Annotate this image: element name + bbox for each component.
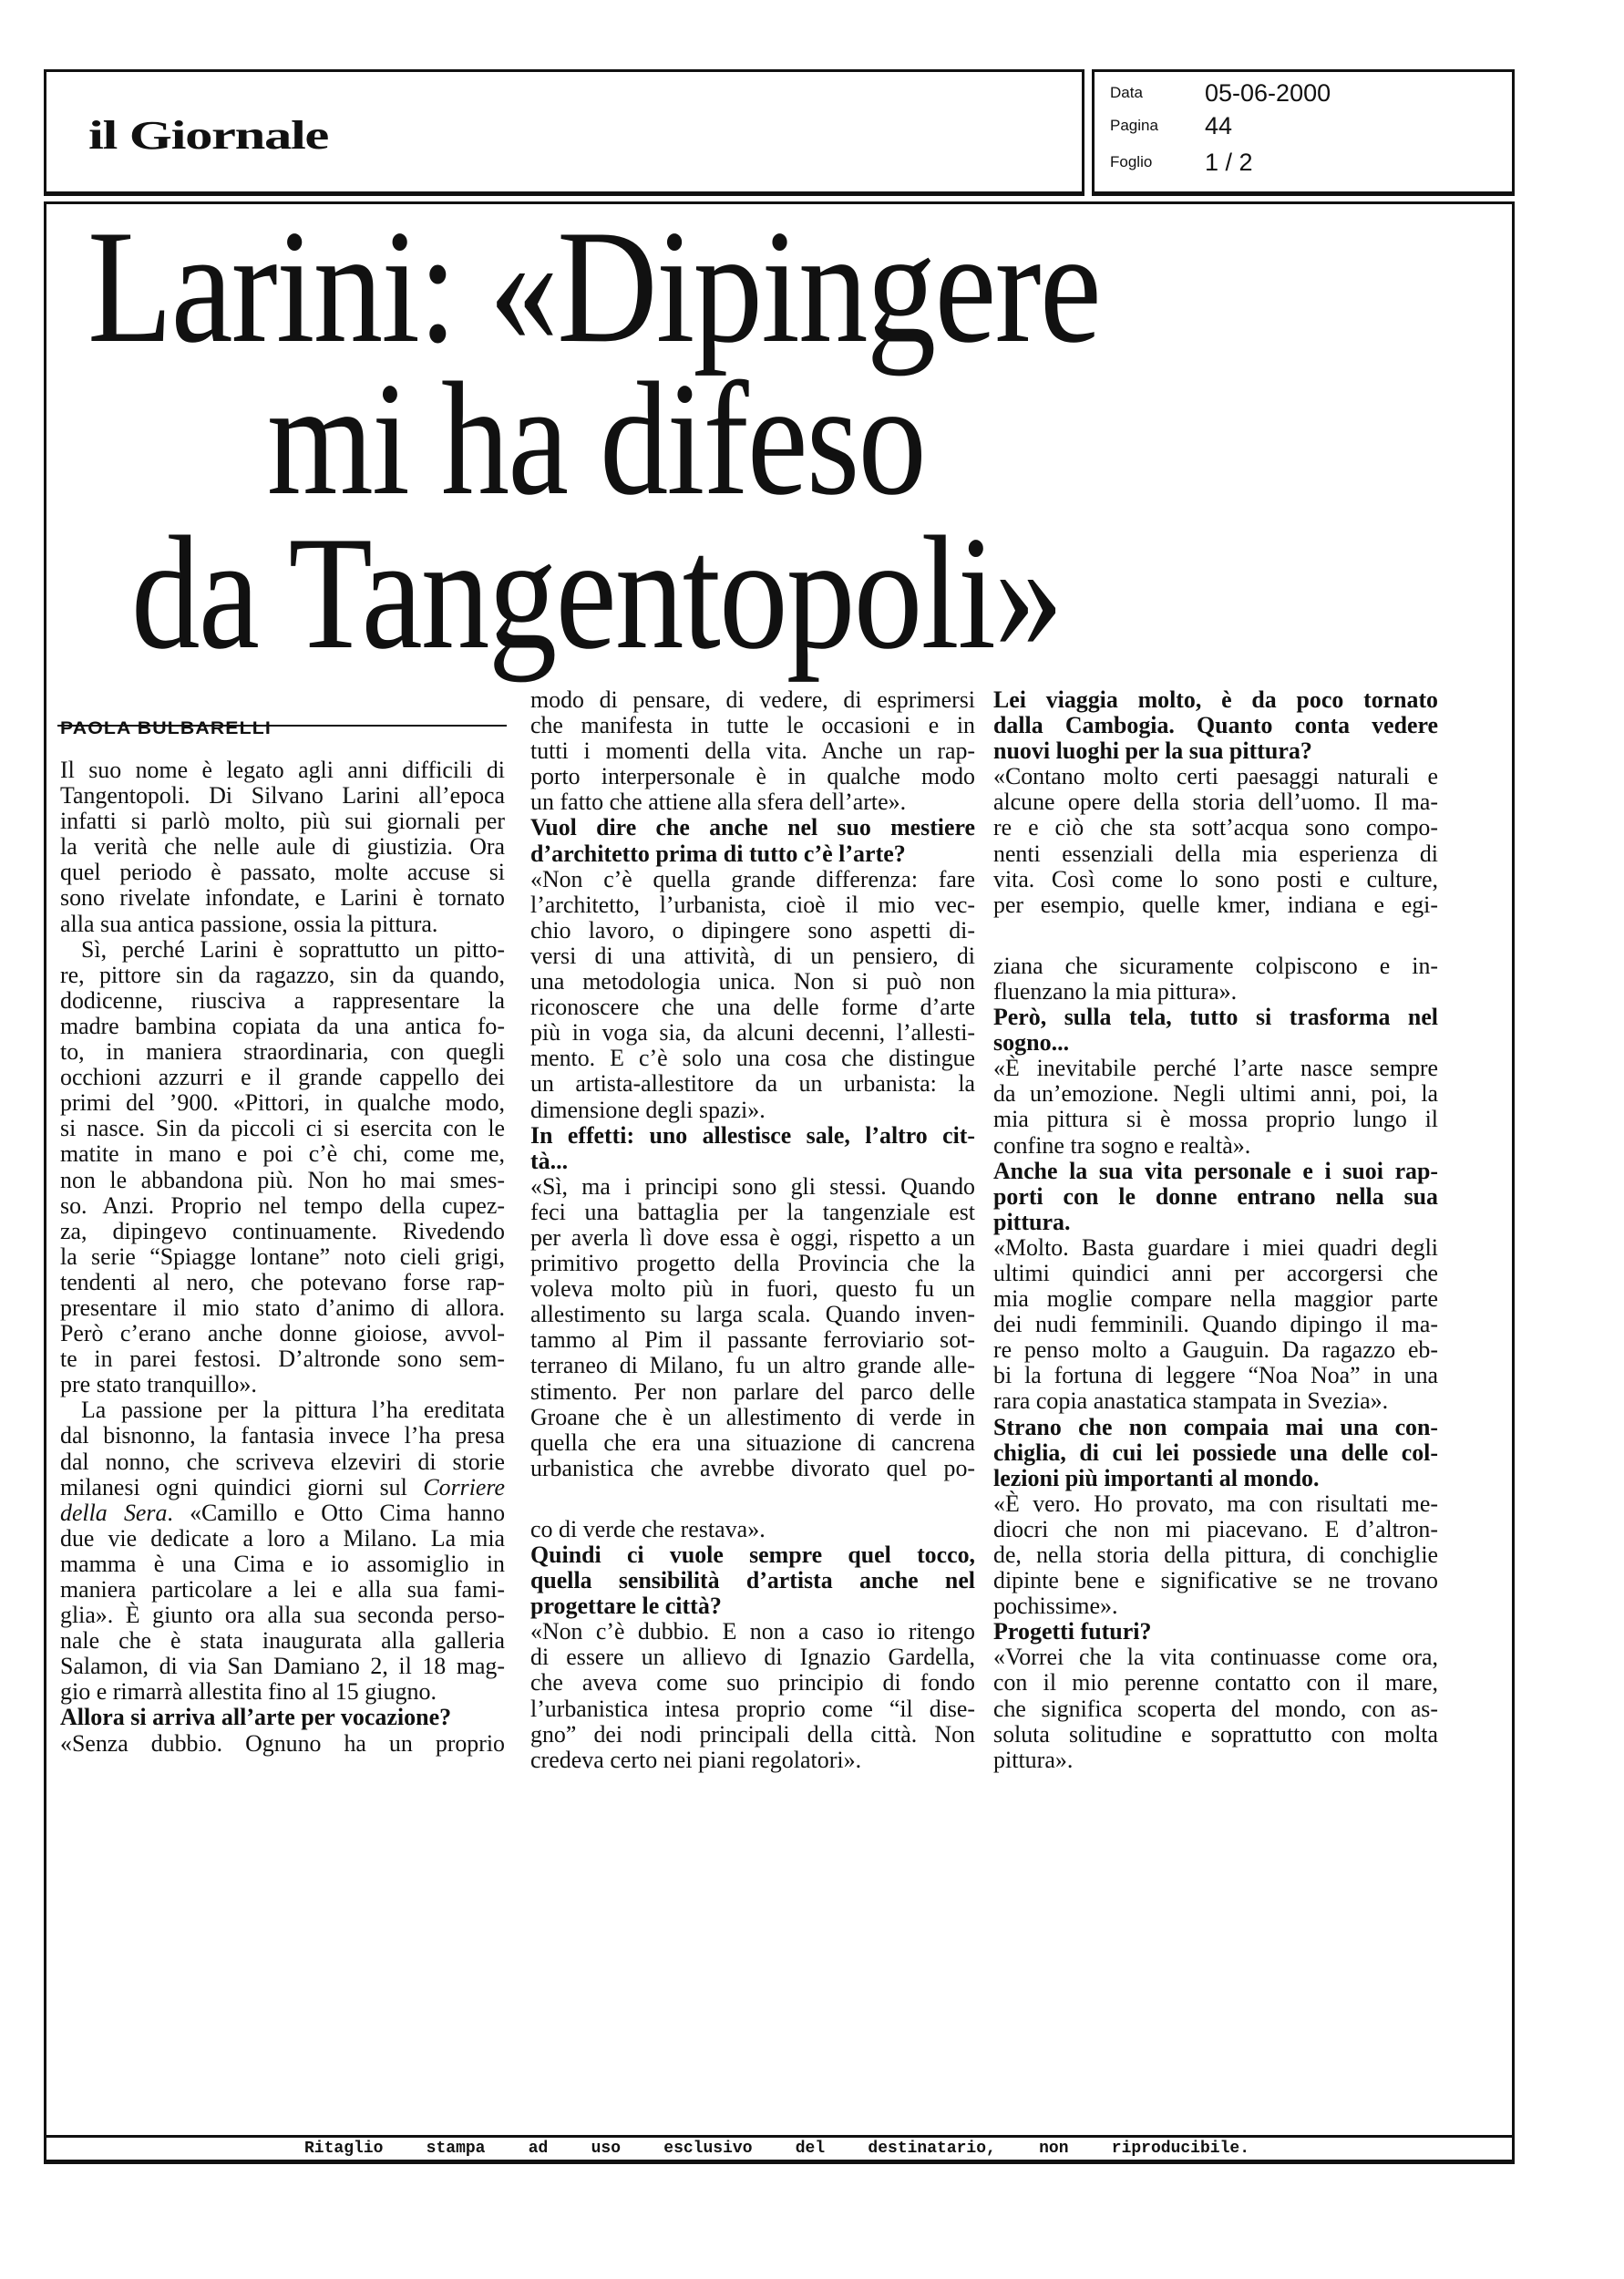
text-line: [993, 1081, 1438, 1107]
text-line: [60, 1141, 505, 1167]
text-segment: Strano che non compaia mai una con-: [993, 1413, 1438, 1440]
text-line: [530, 789, 975, 815]
text-line: [60, 860, 505, 885]
text-line: [530, 764, 975, 789]
interview-question: [993, 1159, 1438, 1235]
text-segment: quella sensibilità d’artista anche nel: [530, 1567, 975, 1594]
text-segment: un fatto che attiene alla sfera dell’arte».: [530, 789, 907, 816]
text-segment: porti con le donne entrano nella sua: [993, 1182, 1438, 1210]
text-segment: za, dipingevo continuamente. Rivedendo: [60, 1217, 505, 1244]
text-segment: diocri che non mi piacevano. E d’altron-: [993, 1515, 1438, 1542]
text-line: [993, 1415, 1438, 1440]
text-segment: La passione per la pittura l’ha ereditata: [81, 1397, 505, 1424]
text-line: [530, 892, 975, 918]
text-segment: porto interpersonale è in qualche modo: [530, 763, 975, 790]
text-line: [60, 1628, 505, 1654]
text-line: [60, 1423, 505, 1449]
text-line: [993, 1440, 1438, 1466]
text-segment: dodicenne, riusciva a rappresentare la: [60, 986, 505, 1014]
text-line: [60, 1244, 505, 1270]
italic-text: della Sera: [60, 1499, 168, 1526]
text-line: [993, 1619, 1438, 1645]
text-line: [530, 1430, 975, 1456]
text-line: [530, 1379, 975, 1405]
text-segment: fluenzano la mia pittura».: [993, 977, 1238, 1005]
text-line: [530, 1046, 975, 1071]
paragraph: [60, 758, 505, 937]
text-segment: Vuol dire che anche nel suo mestiere: [530, 814, 975, 841]
interview-question: [530, 815, 975, 866]
text-line: [993, 1005, 1438, 1030]
article-column-2: [530, 687, 975, 1773]
text-segment: soluta solitudine e soprattutto con molta: [993, 1720, 1438, 1748]
text-line: [993, 764, 1438, 789]
text-segment: «Vorrei che la vita continuasse come ora,: [993, 1644, 1438, 1671]
text-segment: . «Camillo e Otto Cima hanno: [167, 1499, 506, 1526]
paragraph: [993, 1491, 1438, 1619]
text-segment: gno” dei nodi principali della città. Non: [530, 1720, 975, 1748]
text-line: [530, 1327, 975, 1353]
text-segment: per esempio, quelle kmer, indiana e egi-: [993, 891, 1438, 918]
interview-question: [530, 1542, 975, 1619]
text-segment: pittura.: [993, 1208, 1071, 1235]
italic-text: Corriere: [423, 1473, 505, 1500]
text-segment: di essere un allievo di Ignazio Gardella,: [530, 1644, 975, 1671]
text-segment: nuovi luoghi per la sua pittura?: [993, 737, 1312, 765]
text-line: [530, 1405, 975, 1430]
text-line: [60, 937, 505, 963]
text-line: [60, 1552, 505, 1577]
text-segment: «Non c’è quella grande differenza: fare: [530, 865, 975, 892]
paragraph: [993, 954, 1438, 1005]
text-line: [530, 1670, 975, 1696]
text-line: [993, 713, 1438, 738]
text-line: [993, 1748, 1438, 1773]
paragraph: [530, 1619, 975, 1773]
text-segment: con il mio perenne contatto con il mare,: [993, 1669, 1438, 1696]
text-segment: Però, sulla tela, tutto si trasforma nel: [993, 1004, 1438, 1031]
text-line: [993, 954, 1438, 979]
text-segment: de, nella storia della pittura, di conchiglie: [993, 1542, 1438, 1568]
text-line: [60, 1705, 505, 1730]
text-segment: pochissime».: [993, 1593, 1118, 1620]
text-segment: lezioni più importanti al mondo.: [993, 1464, 1320, 1491]
text-segment: infatti si parlò molto, più sui giornali per: [60, 808, 505, 835]
text-segment: dimensione degli spazi».: [530, 1096, 766, 1123]
interview-question: [993, 687, 1438, 764]
text-segment: l’urbanistica intesa proprio come “il dise-: [530, 1695, 975, 1722]
text-segment: vita. Così come lo sono posti e culture,: [993, 865, 1438, 892]
text-line: [60, 988, 505, 1014]
text-segment: «È vero. Ho provato, ma con risultati me-: [993, 1490, 1438, 1517]
text-line: [60, 1065, 505, 1090]
text-segment: mia pittura si è mossa proprio lungo il: [993, 1106, 1438, 1133]
text-segment: te in parei festosi. D’altronde sono sem-: [60, 1346, 505, 1373]
text-line: [60, 1219, 505, 1244]
paragraph: [60, 1731, 505, 1757]
text-segment: co di verde che restava».: [530, 1515, 766, 1542]
text-line: [530, 1619, 975, 1645]
text-line: [993, 687, 1438, 713]
text-line: [993, 1235, 1438, 1261]
paragraph: [60, 937, 505, 1398]
text-segment: una metodologia unica. Non si può non: [530, 968, 975, 995]
text-segment: «Senza dubbio. Ognuno ha un proprio: [60, 1729, 505, 1757]
text-segment: chio lavoro, o dipingere sono aspetti di-: [530, 916, 975, 944]
text-segment: dal nonno, che scriveva elzeviri di storie: [60, 1448, 505, 1475]
text-segment: nenti essenziali della mia esperienza di: [993, 840, 1438, 867]
text-line: [993, 1696, 1438, 1722]
text-line: [993, 1388, 1438, 1414]
text-segment: bi la fortuna di leggere “Noa Noa” in una: [993, 1362, 1438, 1389]
text-segment: pittura».: [993, 1746, 1074, 1773]
text-line: [993, 1261, 1438, 1286]
text-line: [60, 1116, 505, 1141]
text-segment: modo di pensare, di vedere, di esprimersi: [530, 686, 975, 713]
text-line: [60, 1603, 505, 1628]
text-segment: nale che è stata inaugurata alla galleria: [60, 1627, 505, 1655]
text-segment: matite in mano e poi c’è chi, come me,: [60, 1140, 505, 1168]
text-segment: Salamon, di via San Damiano 2, il 18 mag-: [60, 1653, 505, 1680]
text-line: [993, 1184, 1438, 1210]
text-line: [530, 969, 975, 995]
text-segment: Groane che è un allestimento di verde in: [530, 1403, 975, 1430]
text-line: [530, 995, 975, 1020]
text-segment: sogno...: [993, 1029, 1070, 1057]
text-segment: gio e rimarrà allestita fino al 15 giugno.: [60, 1678, 437, 1706]
text-segment: per averla lì dove essa è oggi, rispetto a un: [530, 1223, 975, 1251]
text-segment: re, pittore sin da ragazzo, sin da quando,: [60, 961, 505, 988]
paragraph: [993, 1235, 1438, 1415]
text-line: [530, 687, 975, 713]
text-segment: glia». È giunto ora alla sua seconda perso-: [60, 1602, 505, 1629]
paragraph: [530, 1517, 975, 1542]
paragraph: [993, 1645, 1438, 1772]
text-line: [530, 1020, 975, 1046]
text-segment: quella che era una situazione di cancrena: [530, 1428, 975, 1456]
text-segment: la serie “Spiagge lontane” noto cieli grigi,: [60, 1243, 505, 1270]
text-segment: madre bambina copiata da una antica fo-: [60, 1012, 505, 1039]
text-segment: dei nudi femminili. Quando dipingo il ma-: [993, 1311, 1438, 1338]
text-segment: allestimento su larga scala. Quando inven-: [530, 1301, 975, 1328]
date-label: Data: [1110, 84, 1143, 101]
text-segment: feci una battaglia per la tangenziale est: [530, 1198, 975, 1225]
text-line: [530, 1568, 975, 1593]
interview-question: [993, 1005, 1438, 1056]
interview-question: [993, 1619, 1438, 1645]
text-segment: un artista-allestitore da un urbanista: la: [530, 1070, 975, 1098]
text-line: [993, 1107, 1438, 1132]
text-segment: d’architetto prima di tutto c’è l’arte?: [530, 840, 906, 867]
text-line: [993, 1056, 1438, 1081]
text-segment: «Molto. Basta guardare i miei quadri degli: [993, 1233, 1438, 1261]
text-line: [530, 1149, 975, 1174]
text-line: [530, 1542, 975, 1568]
text-segment: Però c’erano anche donne gioiose, avvol-: [60, 1320, 505, 1347]
text-line: [993, 979, 1438, 1005]
text-line: [993, 1517, 1438, 1542]
headline-line: da Tangentopoli»: [131, 502, 1062, 683]
text-segment: due vie dedicate a loro a Milano. La mia: [60, 1524, 505, 1552]
text-line: [530, 1098, 975, 1123]
text-segment: che aveva come suo principio di fondo: [530, 1669, 975, 1696]
text-segment: occhioni azzurri e il grande cappello dei: [60, 1064, 505, 1091]
text-segment: milanesi ogni quindici giorni sul: [60, 1473, 424, 1500]
text-segment: alcune opere della storia dell’uomo. Il ma-: [993, 789, 1438, 816]
paragraph: [530, 1174, 975, 1481]
text-segment: la verità che nelle aule di giustizia. Ora: [60, 833, 505, 861]
text-line: [60, 758, 505, 783]
paragraph: [530, 867, 975, 1123]
text-segment: In effetti: uno allestisce sale, l’altro cit-: [530, 1121, 975, 1149]
text-line: [60, 1193, 505, 1219]
text-line: [60, 1654, 505, 1679]
text-line: [993, 1159, 1438, 1184]
text-line: [60, 834, 505, 860]
text-segment: to, in maniera straordinaria, con quegli: [60, 1038, 505, 1066]
text-segment: dal bisnonno, la fantasia invece l’ha presa: [60, 1422, 505, 1449]
text-line: [60, 912, 505, 937]
article-column-3: [993, 687, 1438, 1773]
sheet-label: Foglio: [1110, 153, 1153, 170]
text-segment: stimento. Per non parlare del parco delle: [530, 1377, 975, 1405]
text-segment: più in voga sia, da alcuni decenni, l’allesti-: [530, 1019, 975, 1047]
text-segment: chiglia, di cui lei possiede una delle col-: [993, 1439, 1438, 1466]
text-line: [60, 809, 505, 834]
interview-question: [60, 1705, 505, 1730]
article-column-1: [60, 758, 505, 1757]
text-line: [993, 1670, 1438, 1696]
text-line: [60, 1090, 505, 1116]
paragraph: [530, 687, 975, 815]
text-segment: voleva molto più in fuori, questo fu un: [530, 1275, 975, 1303]
text-line: [530, 918, 975, 944]
text-line: [530, 867, 975, 892]
text-line: [60, 1449, 505, 1475]
text-segment: versi di una attività, di un pensiero, di: [530, 942, 975, 969]
text-line: [60, 1168, 505, 1193]
text-line: [993, 1363, 1438, 1388]
text-line: [60, 1039, 505, 1065]
text-segment: dipinte bene e significative se ne trovano: [993, 1567, 1438, 1594]
text-line: [530, 1696, 975, 1722]
text-line: [993, 1491, 1438, 1517]
text-line: [993, 1312, 1438, 1337]
interview-question: [530, 1123, 975, 1174]
text-segment: so. Anzi. Proprio nel tempo della cupez-: [60, 1191, 505, 1219]
text-line: [60, 885, 505, 911]
text-segment: urbanistica che avrebbe divorato quel po-: [530, 1454, 975, 1481]
text-line: [993, 841, 1438, 867]
text-segment: dalla Cambogia. Quanto conta vedere: [993, 712, 1438, 739]
text-line: [993, 1466, 1438, 1491]
text-line: [530, 1123, 975, 1149]
text-segment: tutti i momenti della vita. Anche un rap-: [530, 737, 975, 765]
text-line: [60, 1372, 505, 1397]
text-segment: Allora si arriva all’arte per vocazione?: [60, 1704, 452, 1731]
copyright-notice: Ritaglio stampa ad uso esclusivo del destinatario, non riproducibile.: [304, 2140, 1249, 2158]
page-label: Pagina: [1110, 117, 1158, 134]
text-line: [60, 783, 505, 809]
text-line: [530, 1276, 975, 1302]
text-segment: primitivo progetto della Provincia che la: [530, 1250, 975, 1277]
text-line: [993, 867, 1438, 892]
author-byline: PAOLA BULBARELLI: [60, 719, 272, 738]
text-line: [530, 1645, 975, 1670]
text-line: [530, 1302, 975, 1327]
text-line: [993, 1645, 1438, 1670]
text-segment: re penso molto a Gauguin. Da ragazzo eb-: [993, 1336, 1438, 1364]
text-segment: l’architetto, l’urbanista, cioè il mio vec-: [530, 891, 975, 918]
text-segment: Lei viaggia molto, è da poco tornato: [993, 686, 1438, 713]
text-segment: credeva certo nei piani regolatori».: [530, 1746, 862, 1773]
text-segment: da un’emozione. Negli ultimi anni, poi, la: [993, 1080, 1438, 1108]
text-line: [993, 1593, 1438, 1619]
text-segment: «Contano molto certi paesaggi naturali e: [993, 763, 1438, 790]
text-segment: «Sì, ma i principi sono gli stessi. Quando: [530, 1172, 975, 1200]
date-value: 05-06-2000: [1205, 79, 1331, 107]
newspaper-logo: il Giornale: [88, 113, 328, 158]
text-line: [530, 1225, 975, 1251]
paragraph: [993, 764, 1438, 918]
text-segment: maniera particolare a lei e alla sua fami-: [60, 1576, 505, 1603]
text-line: [530, 1722, 975, 1748]
text-line: [993, 1133, 1438, 1159]
text-line: [530, 1174, 975, 1200]
text-segment: Progetti futuri?: [993, 1618, 1152, 1645]
text-line: [530, 1748, 975, 1773]
sheet-value: 1 / 2: [1205, 149, 1253, 176]
text-segment: alla sua antica passione, ossia la pittura.: [60, 910, 438, 937]
text-segment: «Non c’è dubbio. E non a caso io ritengo: [530, 1618, 975, 1645]
text-line: [530, 944, 975, 969]
text-line: [530, 1251, 975, 1276]
text-segment: tendenti al nero, che potevano forse rap-: [60, 1268, 505, 1295]
text-segment: riconoscere che una delle forme d’arte: [530, 994, 975, 1021]
text-line: [993, 1722, 1438, 1748]
paragraph: [993, 1056, 1438, 1158]
text-line: [530, 1517, 975, 1542]
text-line: [530, 738, 975, 764]
text-segment: Sì, perché Larini è soprattutto un pitto-: [81, 935, 505, 963]
text-line: [530, 1200, 975, 1225]
text-line: [530, 1593, 975, 1619]
text-segment: tammo al Pim il passante ferroviario sot-: [530, 1326, 975, 1354]
text-segment: che manifesta in tutte le occasioni e in: [530, 712, 975, 739]
text-segment: che significa scoperta del mondo, con as-: [993, 1695, 1438, 1722]
text-segment: mia moglie compare nella maggior parte: [993, 1285, 1438, 1313]
text-line: [993, 738, 1438, 764]
text-segment: Quindi ci vuole sempre quel tocco,: [530, 1542, 975, 1568]
text-segment: ultimi quindici anni per accorgersi che: [993, 1259, 1438, 1286]
text-segment: primi del ’900. «Pittori, in qualche modo,: [60, 1089, 505, 1117]
text-segment: si nasce. Sin da piccoli ci si esercita con le: [60, 1115, 505, 1142]
text-line: [530, 1071, 975, 1097]
text-line: [60, 1346, 505, 1372]
text-line: [60, 1731, 505, 1757]
text-segment: quel periodo è passato, molte accuse si: [60, 859, 505, 886]
text-line: [60, 1397, 505, 1423]
text-line: [60, 1475, 505, 1500]
text-line: [60, 1500, 505, 1526]
text-line: [993, 1210, 1438, 1235]
text-line: [530, 1456, 975, 1481]
text-segment: progettare le città?: [530, 1593, 722, 1620]
interview-question: [993, 1415, 1438, 1491]
text-line: [530, 713, 975, 738]
text-segment: ziana che sicuramente colpiscono e in-: [993, 952, 1438, 979]
text-segment: «È inevitabile perché l’arte nasce sempre: [993, 1055, 1438, 1082]
headline-line: Larini: «Dipingere: [87, 196, 1100, 376]
text-segment: sono rivelate infondate, e Larini è tornato: [60, 884, 505, 912]
paragraph: [60, 1397, 505, 1705]
text-segment: non le abbandona più. Non ho mai smes-: [60, 1166, 505, 1193]
text-line: [530, 841, 975, 867]
text-line: [60, 1577, 505, 1603]
headline-line: mi ha difeso: [267, 348, 925, 529]
text-segment: tà...: [530, 1147, 569, 1174]
text-line: [993, 1030, 1438, 1056]
text-line: [60, 1014, 505, 1039]
text-segment: mamma è una Cima e io assomiglio in: [60, 1550, 505, 1577]
text-line: [993, 789, 1438, 815]
text-line: [993, 815, 1438, 840]
text-segment: terraneo di Milano, fu un altro grande alle-: [530, 1352, 975, 1379]
text-segment: presentare il mio stato d’animo di allora.: [60, 1294, 505, 1321]
text-line: [60, 1321, 505, 1346]
text-line: [993, 1337, 1438, 1363]
text-segment: Tangentopoli. Di Silvano Larini all’epoca: [60, 782, 505, 810]
text-line: [530, 815, 975, 840]
text-line: [530, 1353, 975, 1378]
page-value: 44: [1205, 112, 1233, 139]
text-segment: pre stato tranquillo».: [60, 1371, 257, 1398]
text-line: [993, 1542, 1438, 1568]
text-line: [993, 1286, 1438, 1312]
text-segment: re e ciò che sta sott’acqua sono compo-: [993, 814, 1438, 841]
text-line: [60, 1679, 505, 1705]
text-segment: Anche la sua vita personale e i suoi rap-: [993, 1157, 1438, 1184]
text-line: [60, 1295, 505, 1321]
text-line: [60, 1270, 505, 1295]
text-line: [60, 1526, 505, 1552]
text-line: [60, 963, 505, 988]
text-line: [993, 892, 1438, 918]
text-segment: confine tra sogno e realtà».: [993, 1131, 1251, 1159]
text-line: [993, 1568, 1438, 1593]
text-segment: mento. E c’è solo una cosa che distingue: [530, 1045, 975, 1072]
text-segment: Il suo nome è legato agli anni difficili di: [60, 757, 505, 783]
text-segment: rara copia anastatica stampata in Svezia».: [993, 1387, 1389, 1415]
